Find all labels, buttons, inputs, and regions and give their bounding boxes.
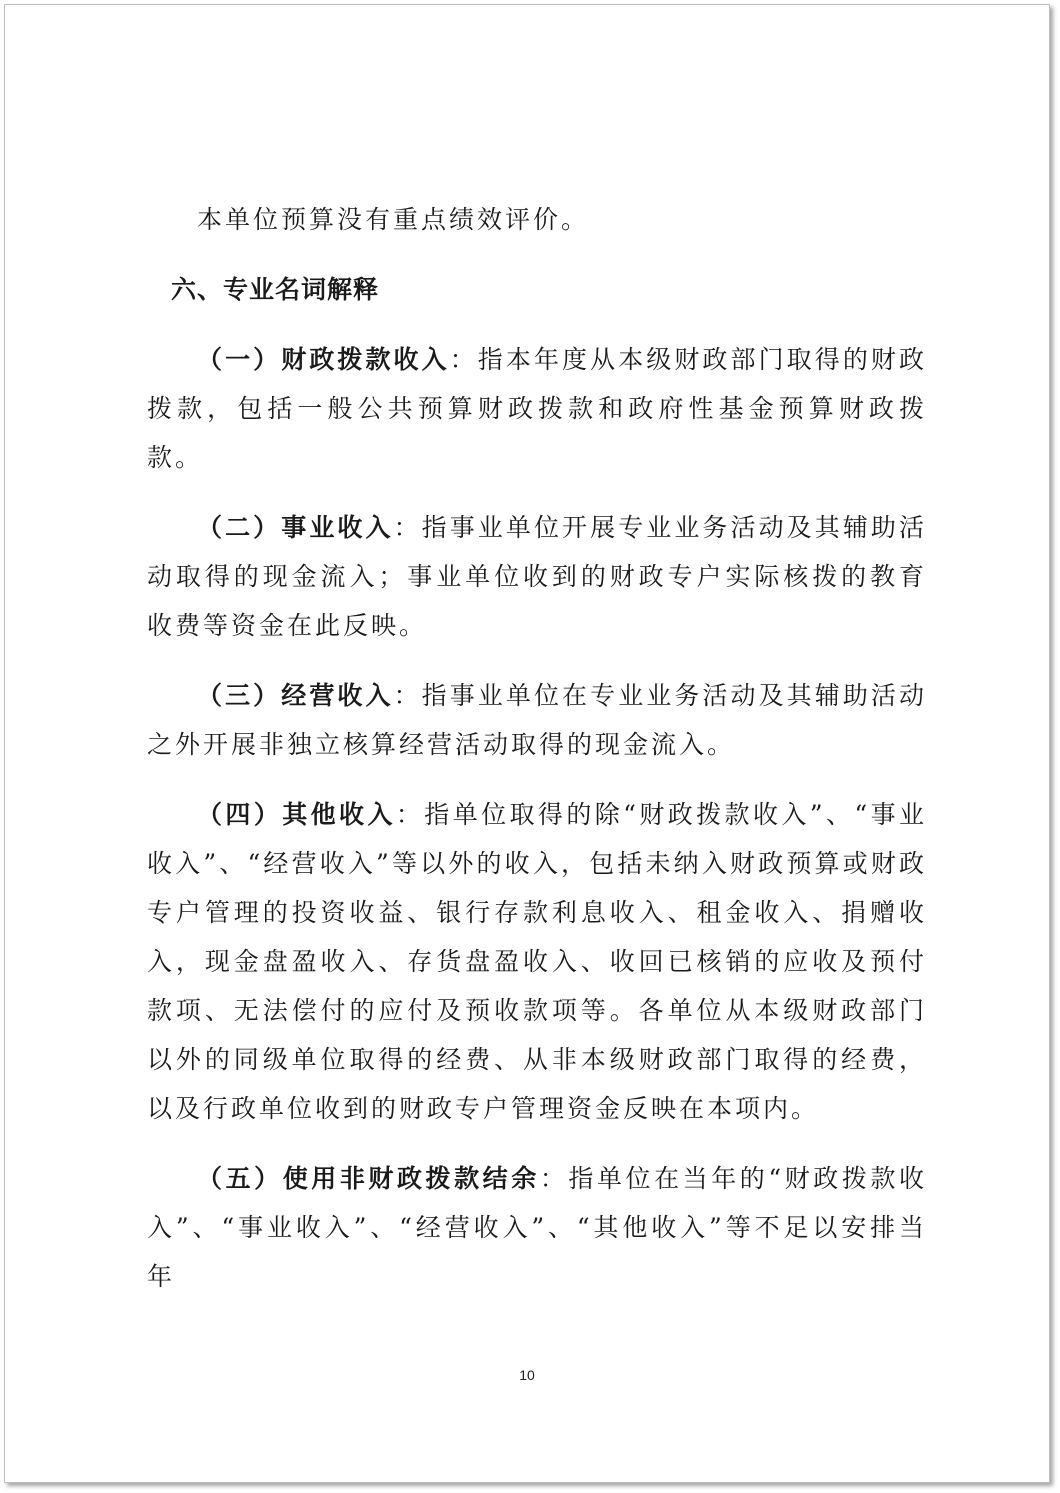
definition-paragraph (147, 671, 927, 769)
definition-term: （一）财政拨款收入 (197, 345, 450, 374)
definition-text: ：指事业单位在专业业务活动及其辅助活动之外开展非独立核算经营活动取得的现金流入。 (147, 681, 927, 759)
definition-term: （三）经营收入 (197, 681, 394, 710)
definition-paragraph (147, 335, 927, 482)
definition-term: （四）其他收入 (197, 800, 396, 829)
definition-text: ：指单位在当年的“财政拨款收入”、“事业收入”、“经营收入”、“其他收入”等不足以安排当年 (147, 1164, 927, 1291)
page-number: 10 (519, 1367, 535, 1383)
definition-text: ：指本年度从本级财政部门取得的财政拨款，包括一般公共预算财政拨款和政府性基金预算财政拨款。 (147, 345, 927, 472)
definition-term: （二）事业收入 (197, 513, 394, 542)
document-page (4, 4, 1050, 1483)
definition-text: ：指单位取得的除“财政拨款收入”、“事业收入”、“经营收入”等以外的收入，包括未纳入财政预算或财政专户管理的投资收益、银行存款利息收入、租金收入、捐赠收入，现金盘盈收入、存货盘盈收入、收回已核销的应收及预付款项、无法偿付的应付及预收款项等。各单位从本级财政部门以外的同级单位取得的经费、从非本级财政部门取得的经费，以及行政单位收到的财政专户管理资金反映在本项内。 (147, 800, 927, 1123)
intro-paragraph: 本单位预算没有重点绩效评价。 (197, 205, 590, 234)
definition-term: （五）使用非财政拨款结余 (197, 1164, 540, 1193)
definition-paragraph (147, 790, 927, 1133)
page-content (147, 195, 927, 1322)
section-heading: 六、专业名词解释 (171, 275, 380, 304)
definition-paragraph (147, 503, 927, 650)
definition-paragraph (147, 1154, 927, 1301)
definition-text: ：指事业单位开展专业业务活动及其辅助活动取得的现金流入；事业单位收到的财政专户实际核拨的教育收费等资金在此反映。 (147, 513, 927, 640)
